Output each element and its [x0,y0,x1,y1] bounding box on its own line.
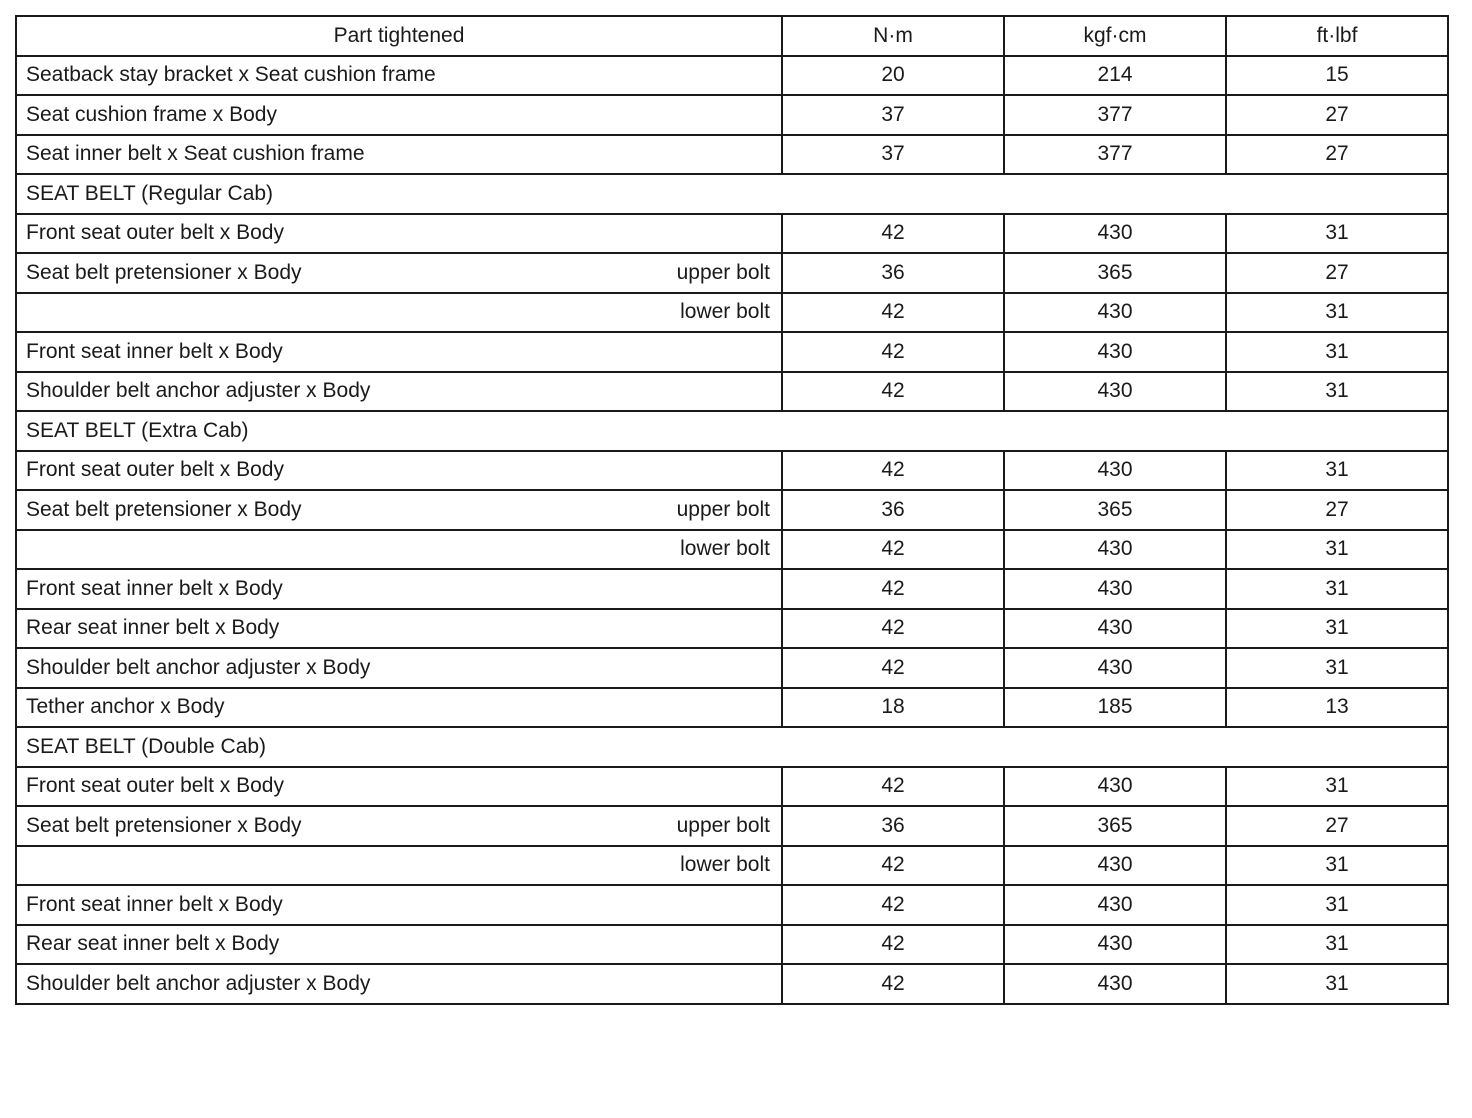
table-row [16,569,1448,609]
part-cell-content [26,63,770,87]
part-cell-content [26,972,770,996]
part-cell [16,846,782,886]
torque-ftlbf-cell: 31 [1226,332,1448,372]
part-name: Seatback stay bracket x Seat cushion frame [26,63,436,87]
table-row [16,95,1448,135]
table-row [16,846,1448,886]
torque-kgfcm-cell: 430 [1004,846,1226,886]
part-cell [16,806,782,846]
torque-kgfcm-cell: 430 [1004,925,1226,965]
part-cell-content [26,893,770,917]
torque-ftlbf-cell: 13 [1226,688,1448,728]
header-kgfcm: kgf·cm [1004,16,1226,56]
torque-ftlbf-cell: 31 [1226,530,1448,570]
torque-nm-cell: 42 [782,885,1004,925]
section-row [16,174,1448,214]
part-name: Front seat inner belt x Body [26,339,283,363]
torque-kgfcm-cell: 365 [1004,490,1226,530]
torque-kgfcm-cell: 430 [1004,885,1226,925]
part-cell-content [26,379,770,403]
part-name: Front seat outer belt x Body [26,458,284,482]
torque-ftlbf-cell: 31 [1226,846,1448,886]
part-cell [16,293,782,333]
torque-nm-cell: 36 [782,490,1004,530]
part-cell-content [26,300,770,324]
part-cell-content [26,656,770,680]
table-row [16,293,1448,333]
torque-nm-cell: 37 [782,95,1004,135]
table-row [16,648,1448,688]
torque-nm-cell: 42 [782,767,1004,807]
part-cell-content [26,932,770,956]
torque-ftlbf-cell: 31 [1226,964,1448,1004]
part-cell-content [26,537,770,561]
part-cell-content [26,458,770,482]
part-cell [16,214,782,254]
part-cell [16,253,782,293]
torque-nm-cell: 42 [782,332,1004,372]
table-row [16,925,1448,965]
torque-spec-table [15,15,1449,1005]
part-cell-content [26,695,770,719]
table-body [16,56,1448,1004]
table-row [16,332,1448,372]
table-row [16,214,1448,254]
torque-kgfcm-cell: 430 [1004,767,1226,807]
torque-nm-cell: 42 [782,530,1004,570]
torque-ftlbf-cell: 27 [1226,490,1448,530]
torque-nm-cell: 37 [782,135,1004,175]
part-cell-content [26,340,770,364]
part-cell-content [26,577,770,601]
table-row [16,530,1448,570]
table-header [16,16,1448,56]
section-heading: SEAT BELT (Extra Cab) [16,411,1448,451]
torque-ftlbf-cell: 31 [1226,609,1448,649]
table-row [16,253,1448,293]
part-cell [16,530,782,570]
torque-ftlbf-cell: 31 [1226,885,1448,925]
part-cell [16,925,782,965]
torque-kgfcm-cell: 430 [1004,964,1226,1004]
part-cell-content [26,103,770,127]
part-cell [16,688,782,728]
torque-kgfcm-cell: 185 [1004,688,1226,728]
part-cell [16,569,782,609]
part-name: Shoulder belt anchor adjuster x Body [26,655,371,679]
torque-kgfcm-cell: 430 [1004,609,1226,649]
torque-ftlbf-cell: 31 [1226,293,1448,333]
table-row [16,806,1448,846]
section-heading: SEAT BELT (Double Cab) [16,727,1448,767]
section-row [16,727,1448,767]
table-row [16,372,1448,412]
torque-nm-cell: 42 [782,964,1004,1004]
part-cell [16,451,782,491]
part-cell-content [26,261,770,285]
table-row [16,964,1448,1004]
torque-kgfcm-cell: 430 [1004,332,1226,372]
torque-nm-cell: 42 [782,451,1004,491]
torque-ftlbf-cell: 31 [1226,451,1448,491]
table-row [16,609,1448,649]
torque-kgfcm-cell: 430 [1004,569,1226,609]
bolt-position: upper bolt [676,813,770,837]
torque-nm-cell: 36 [782,253,1004,293]
torque-ftlbf-cell: 27 [1226,135,1448,175]
part-cell [16,95,782,135]
torque-nm-cell: 42 [782,569,1004,609]
torque-nm-cell: 42 [782,609,1004,649]
part-name: Seat cushion frame x Body [26,102,277,126]
part-name: Tether anchor x Body [26,695,225,719]
part-cell-content [26,221,770,245]
torque-ftlbf-cell: 31 [1226,214,1448,254]
torque-ftlbf-cell: 15 [1226,56,1448,96]
part-cell [16,135,782,175]
section-row [16,411,1448,451]
part-cell [16,964,782,1004]
part-name: Seat belt pretensioner x Body [26,813,302,837]
header-nm: N·m [782,16,1004,56]
header-row [16,16,1448,56]
torque-kgfcm-cell: 430 [1004,372,1226,412]
bolt-position: lower bolt [680,537,770,561]
torque-kgfcm-cell: 430 [1004,530,1226,570]
torque-nm-cell: 42 [782,293,1004,333]
torque-nm-cell: 42 [782,925,1004,965]
part-name: Shoulder belt anchor adjuster x Body [26,971,371,995]
part-name: Seat belt pretensioner x Body [26,497,302,521]
part-name: Front seat inner belt x Body [26,576,283,600]
section-heading: SEAT BELT (Regular Cab) [16,174,1448,214]
bolt-position: upper bolt [676,260,770,284]
torque-kgfcm-cell: 430 [1004,451,1226,491]
torque-kgfcm-cell: 377 [1004,95,1226,135]
table-row [16,451,1448,491]
part-name: Front seat outer belt x Body [26,221,284,245]
torque-nm-cell: 36 [782,806,1004,846]
part-name: Rear seat inner belt x Body [26,616,280,640]
torque-ftlbf-cell: 31 [1226,925,1448,965]
torque-nm-cell: 42 [782,648,1004,688]
torque-kgfcm-cell: 214 [1004,56,1226,96]
torque-kgfcm-cell: 365 [1004,253,1226,293]
part-cell [16,372,782,412]
part-cell-content [26,616,770,640]
part-cell [16,56,782,96]
torque-kgfcm-cell: 377 [1004,135,1226,175]
part-cell-content [26,142,770,166]
table-row [16,767,1448,807]
part-cell [16,332,782,372]
torque-ftlbf-cell: 27 [1226,253,1448,293]
torque-ftlbf-cell: 31 [1226,648,1448,688]
header-part-tightened: Part tightened [16,16,782,56]
part-cell-content [26,774,770,798]
torque-ftlbf-cell: 31 [1226,569,1448,609]
torque-nm-cell: 18 [782,688,1004,728]
torque-kgfcm-cell: 365 [1004,806,1226,846]
torque-kgfcm-cell: 430 [1004,293,1226,333]
torque-nm-cell: 42 [782,372,1004,412]
torque-ftlbf-cell: 27 [1226,95,1448,135]
bolt-position: lower bolt [680,300,770,324]
torque-ftlbf-cell: 31 [1226,372,1448,412]
torque-kgfcm-cell: 430 [1004,648,1226,688]
part-cell [16,885,782,925]
part-cell [16,648,782,688]
table-row [16,135,1448,175]
header-ftlbf: ft·lbf [1226,16,1448,56]
part-name: Front seat outer belt x Body [26,774,284,798]
bolt-position: upper bolt [676,497,770,521]
part-name: Rear seat inner belt x Body [26,932,280,956]
part-name: Seat belt pretensioner x Body [26,260,302,284]
torque-nm-cell: 42 [782,214,1004,254]
table-row [16,490,1448,530]
part-cell [16,490,782,530]
torque-nm-cell: 42 [782,846,1004,886]
torque-ftlbf-cell: 31 [1226,767,1448,807]
torque-kgfcm-cell: 430 [1004,214,1226,254]
table-row [16,56,1448,96]
part-cell-content [26,853,770,877]
bolt-position: lower bolt [680,853,770,877]
part-cell-content [26,814,770,838]
table-row [16,885,1448,925]
torque-nm-cell: 20 [782,56,1004,96]
part-cell [16,609,782,649]
part-name: Shoulder belt anchor adjuster x Body [26,379,371,403]
table-row [16,688,1448,728]
part-cell-content [26,498,770,522]
part-cell [16,767,782,807]
part-name: Front seat inner belt x Body [26,892,283,916]
torque-ftlbf-cell: 27 [1226,806,1448,846]
part-name: Seat inner belt x Seat cushion frame [26,142,365,166]
